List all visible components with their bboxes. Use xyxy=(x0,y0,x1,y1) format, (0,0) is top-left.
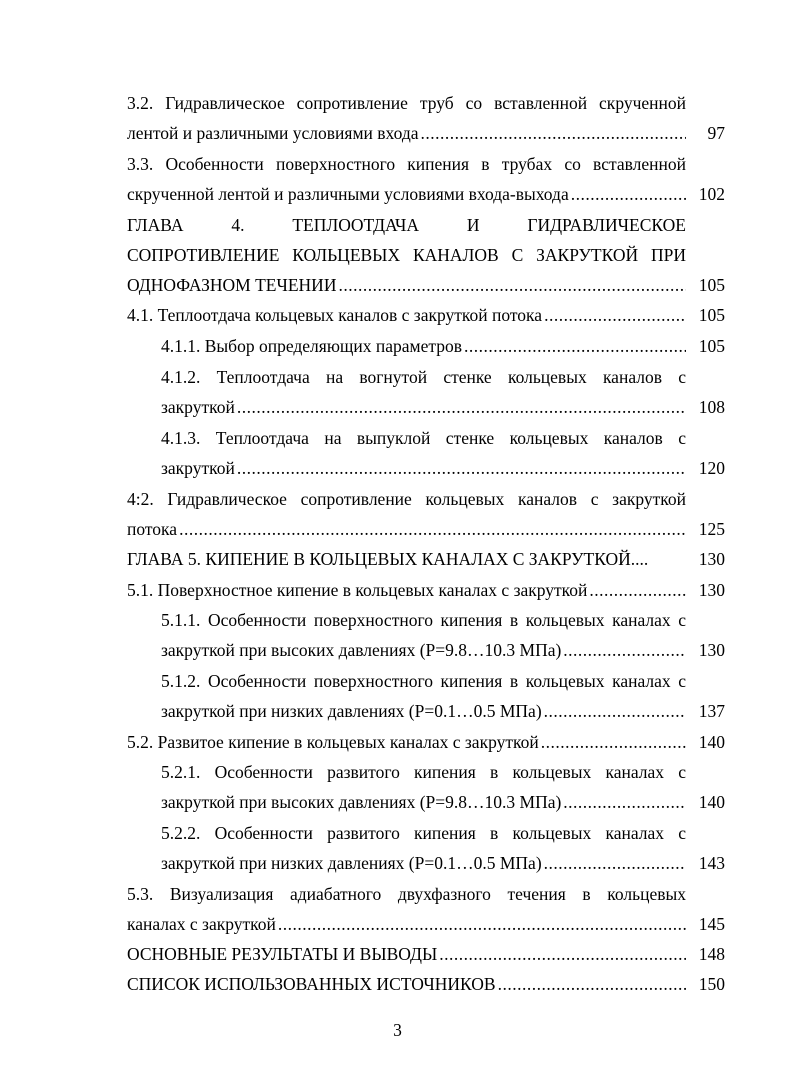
toc-entry-4-1-2-line2 xyxy=(161,392,686,422)
dot-leader xyxy=(421,118,686,148)
toc-page-number: 148 xyxy=(698,944,725,964)
toc-entry-3-3-line2 xyxy=(127,179,686,209)
toc-entry-text: 4.1. Теплоотдача кольцевых каналов с закруткой потока xyxy=(127,305,543,325)
toc-entry-text: закруткой при высоких давлениях (P=9.8…10.3 МПа) xyxy=(161,792,562,812)
toc-page-number: 140 xyxy=(698,732,725,752)
toc-entry-4-1-3-line1: 4.1.3. Теплоотдача на выпуклой стенке кольцевых каналов с xyxy=(161,428,686,448)
toc-entry-text: скрученной лентой и различными условиями входа-выхода xyxy=(127,184,569,204)
toc-page-number: 130 xyxy=(698,580,725,600)
dot-leader xyxy=(278,909,686,939)
toc-entry-text: 4.1.1. Выбор определяющих параметров xyxy=(161,336,462,356)
toc-entry-text: закруткой при низких давлениях (P=0.1…0.5 МПа) xyxy=(161,701,542,721)
toc-page-number: 120 xyxy=(698,458,725,478)
toc-chapter-4-line2: СОПРОТИВЛЕНИЕ КОЛЬЦЕВЫХ КАНАЛОВ С ЗАКРУТКОЙ ПРИ xyxy=(127,245,686,265)
toc-entry-text: лентой и различными условиями входа xyxy=(127,123,419,143)
toc-entry-4-1-1 xyxy=(161,331,686,361)
dot-leader xyxy=(544,300,686,330)
toc-entry-4-2-line2 xyxy=(127,514,686,544)
toc-entry-results xyxy=(127,939,686,969)
dot-leader xyxy=(338,270,686,300)
dot-leader xyxy=(589,575,686,605)
toc-entry-5-2-2-line1: 5.2.2. Особенности развитого кипения в кольцевых каналах с xyxy=(161,823,686,843)
toc-entry-text: 5.2. Развитое кипение в кольцевых каналах с закруткой xyxy=(127,732,539,752)
toc-page-number: 105 xyxy=(698,336,725,356)
toc-page-number: 137 xyxy=(698,701,725,721)
toc-entry-5-1-2-line1: 5.1.2. Особенности поверхностного кипения в кольцевых каналах с xyxy=(161,671,686,691)
dot-leader xyxy=(541,727,686,757)
toc-entry-3-3-line1: 3.3. Особенности поверхностного кипения в трубах со вставленной xyxy=(127,154,686,174)
toc-entry-4-2-line1: 4:2. Гидравлическое сопротивление кольцевых каналов с закруткой xyxy=(127,489,686,509)
toc-entry-text: потока xyxy=(127,519,178,539)
toc-entry-5-2-1-line1: 5.2.1. Особенности развитого кипения в кольцевых каналах с xyxy=(161,762,686,782)
toc-entry-text: ОДНОФАЗНОМ ТЕЧЕНИИ xyxy=(127,275,337,295)
toc-entry-5-3-line2 xyxy=(127,909,686,939)
toc-page-number: 140 xyxy=(698,792,725,812)
toc-page-number: 130 xyxy=(698,640,725,660)
toc-entry-5-2-1-line2 xyxy=(161,787,686,817)
toc-entry-3-2-line1: 3.2. Гидравлическое сопротивление труб со вставленной скрученной xyxy=(127,93,686,113)
toc-entry-4-1-2-line1: 4.1.2. Теплоотдача на вогнутой стенке кольцевых каналов с xyxy=(161,367,686,387)
toc-entry-4-1 xyxy=(127,300,686,330)
dot-leader xyxy=(237,392,686,422)
toc-chapter-4-line3 xyxy=(127,270,686,300)
toc-entry-5-2 xyxy=(127,727,686,757)
toc-entry-text: СПИСОК ИСПОЛЬЗОВАННЫХ ИСТОЧНИКОВ xyxy=(127,974,496,994)
toc-entry-text: закруткой при высоких давлениях (P=9.8…10.3 МПа) xyxy=(161,640,562,660)
toc-entry-text: закруткой xyxy=(161,458,235,478)
toc-page-number: 108 xyxy=(698,397,725,417)
dot-leader xyxy=(179,514,686,544)
toc-entry-4-1-3-line2 xyxy=(161,453,686,483)
toc-page-number: 130 xyxy=(698,549,725,569)
toc-entry-text: ОСНОВНЫЕ РЕЗУЛЬТАТЫ И ВЫВОДЫ xyxy=(127,944,438,964)
dot-leader xyxy=(237,453,686,483)
toc-chapter-5: ГЛАВА 5. КИПЕНИЕ В КОЛЬЦЕВЫХ КАНАЛАХ С ЗАКРУТКОЙ.... xyxy=(127,549,649,569)
toc-entry-5-1 xyxy=(127,575,686,605)
toc-entry-text: закруткой xyxy=(161,397,235,417)
toc-page-number: 143 xyxy=(698,853,725,873)
toc-entry-3-2-line2 xyxy=(127,118,686,148)
dot-leader xyxy=(464,331,686,361)
page-number: 3 xyxy=(393,1020,402,1040)
toc-page-number: 97 xyxy=(707,123,725,143)
toc-entry-5-2-2-line2 xyxy=(161,848,686,878)
dot-leader xyxy=(544,696,686,726)
toc-entry-text: 5.1. Поверхностное кипение в кольцевых каналах с закруткой xyxy=(127,580,588,600)
toc-page-number: 145 xyxy=(698,914,725,934)
dot-leader xyxy=(563,787,686,817)
toc-page-number: 150 xyxy=(698,974,725,994)
toc-entry-text: каналах с закруткой xyxy=(127,914,276,934)
toc-entry-references xyxy=(127,969,686,999)
toc-page-number: 105 xyxy=(698,275,725,295)
toc-entry-text: закруткой при низких давлениях (P=0.1…0.5 МПа) xyxy=(161,853,542,873)
toc-entry-5-1-1-line1: 5.1.1. Особенности поверхностного кипения в кольцевых каналах с xyxy=(161,610,686,630)
toc-entry-5-1-1-line2 xyxy=(161,635,686,665)
toc-entry-5-1-2-line2 xyxy=(161,696,686,726)
toc-page-number: 102 xyxy=(698,184,725,204)
toc-chapter-4-line1: ГЛАВА 4. ТЕПЛООТДАЧА И ГИДРАВЛИЧЕСКОЕ xyxy=(127,215,686,235)
dot-leader xyxy=(563,635,686,665)
dot-leader xyxy=(571,179,686,209)
toc-page-number: 125 xyxy=(698,519,725,539)
toc-page-number: 105 xyxy=(698,305,725,325)
dot-leader xyxy=(498,969,686,999)
dot-leader xyxy=(544,848,686,878)
dot-leader xyxy=(439,939,686,969)
toc-entry-5-3-line1: 5.3. Визуализация адиабатного двухфазного течения в кольцевых xyxy=(127,884,686,904)
